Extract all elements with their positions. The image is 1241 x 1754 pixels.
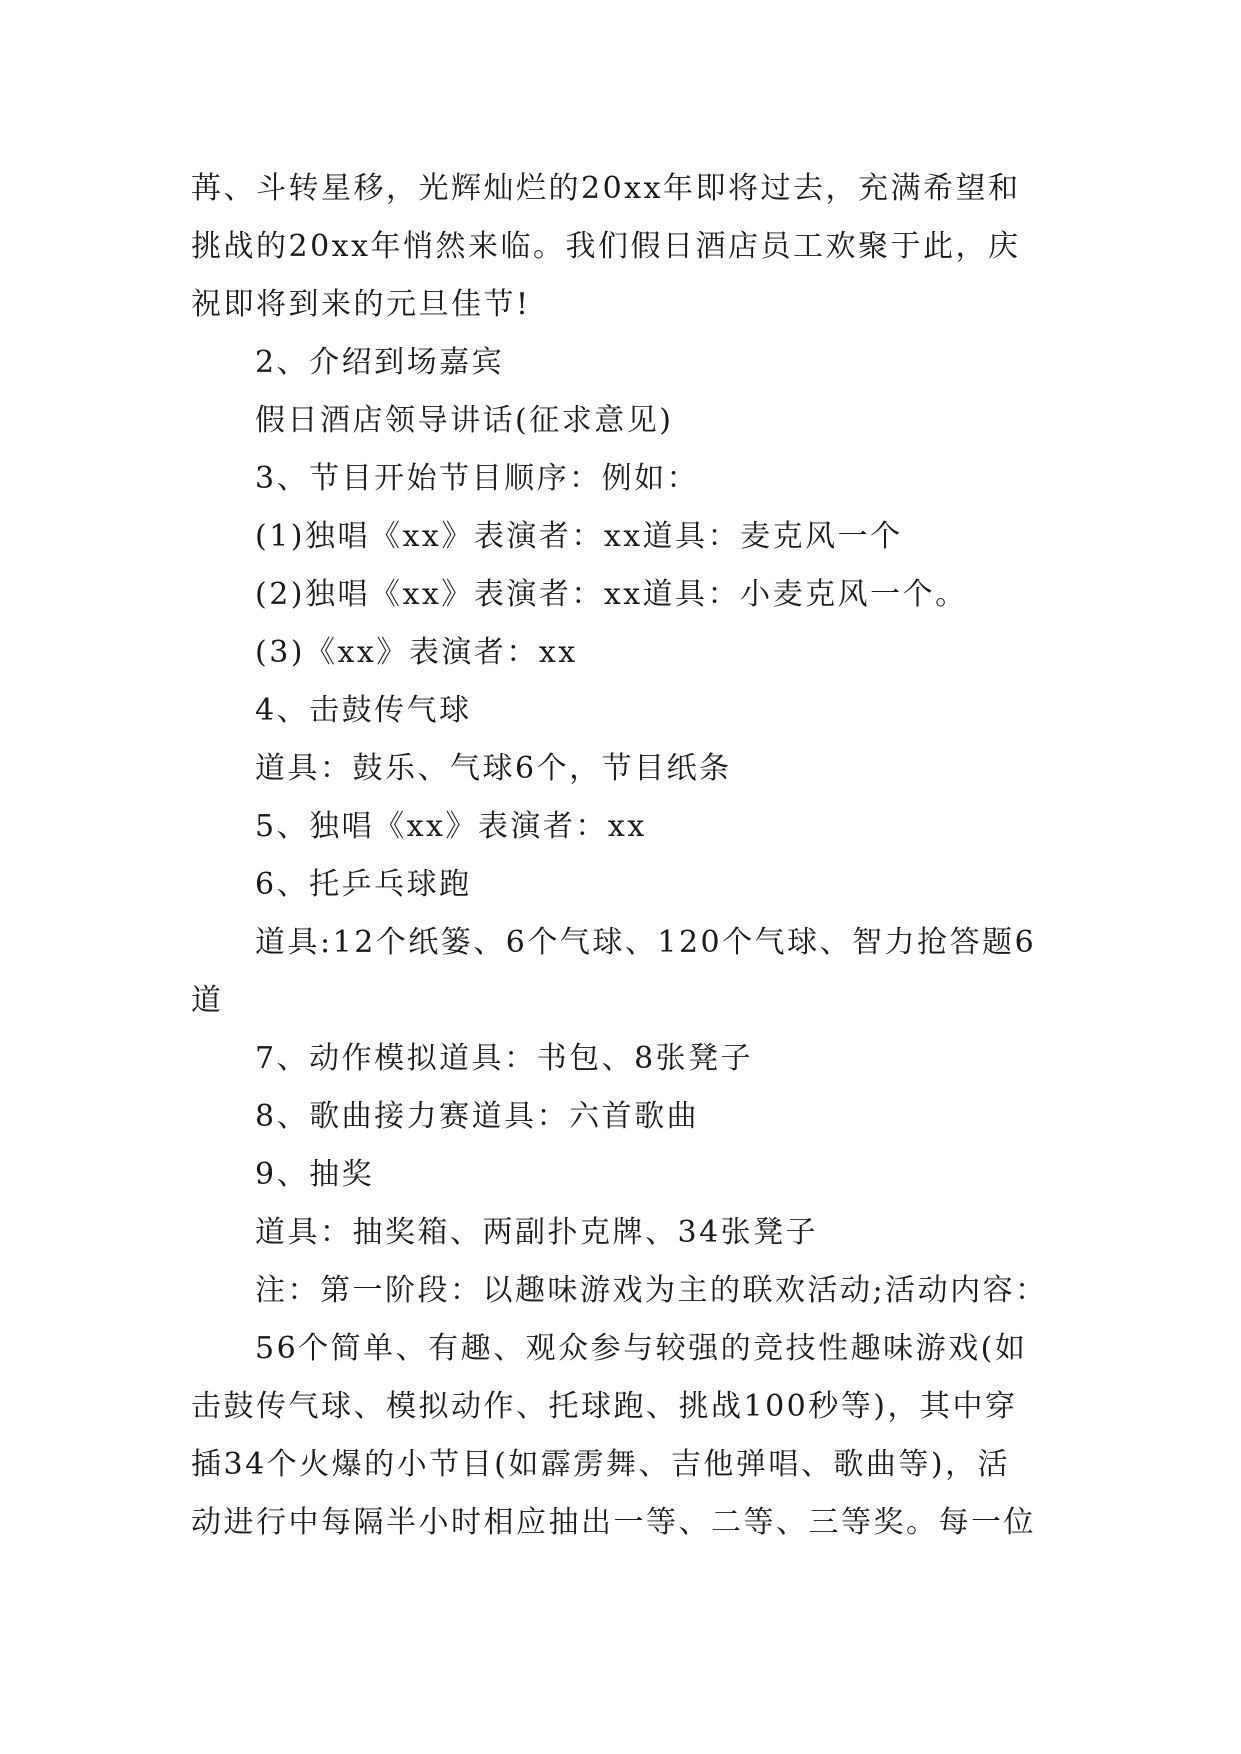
program-item: (2)独唱《xx》表演者：xx道具：小麦克风一个。 xyxy=(255,577,968,612)
document-body xyxy=(191,160,1051,1552)
list-item-heading: 2、介绍到场嘉宾 xyxy=(255,345,505,380)
list-item-heading: 7、动作模拟道具：书包、8张凳子 xyxy=(255,1041,754,1076)
text-line: 道 xyxy=(191,983,224,1018)
list-item-heading: 9、抽奖 xyxy=(255,1157,375,1192)
program-item: (1)独唱《xx》表演者：xx道具：麦克风一个 xyxy=(255,519,903,554)
list-item-heading: 5、独唱《xx》表演者：xx xyxy=(255,809,647,844)
props-line: 道具：抽奖箱、两副扑克牌、34张凳子 xyxy=(255,1215,819,1250)
program-item: (3)《xx》表演者：xx xyxy=(255,635,578,670)
text-line: 56个简单、有趣、观众参与较强的竞技性趣味游戏(如 xyxy=(255,1331,1028,1366)
text-line: 苒、斗转星移，光辉灿烂的20xx年即将过去，充满希望和 xyxy=(191,171,1021,206)
props-line: 道具：鼓乐、气球6个，节目纸条 xyxy=(255,751,732,786)
props-line: 道具:12个纸篓、6个气球、120个气球、智力抢答题6 xyxy=(255,925,1037,960)
list-item-heading: 6、托乒乓球跑 xyxy=(255,867,472,902)
text-line: 挑战的20xx年悄然来临。我们假日酒店员工欢聚于此，庆 xyxy=(191,229,1021,264)
text-line: 插34个火爆的小节目(如霹雳舞、吉他弹唱、歌曲等)，活 xyxy=(191,1447,1011,1482)
list-item-heading: 8、歌曲接力赛道具：六首歌曲 xyxy=(255,1099,700,1134)
text-line: 击鼓传气球、模拟动作、托球跑、挑战100秒等)，其中穿 xyxy=(191,1389,1018,1424)
text-line: 动进行中每隔半小时相应抽出一等、二等、三等奖。每一位 xyxy=(191,1505,1036,1540)
text-line: 祝即将到来的元旦佳节! xyxy=(191,287,531,322)
text-line: 假日酒店领导讲话(征求意见) xyxy=(255,403,674,438)
note-line: 注：第一阶段：以趣味游戏为主的联欢活动;活动内容： xyxy=(255,1273,1048,1308)
list-item-heading: 3、节目开始节目顺序：例如： xyxy=(255,461,700,496)
list-item-heading: 4、击鼓传气球 xyxy=(255,693,472,728)
